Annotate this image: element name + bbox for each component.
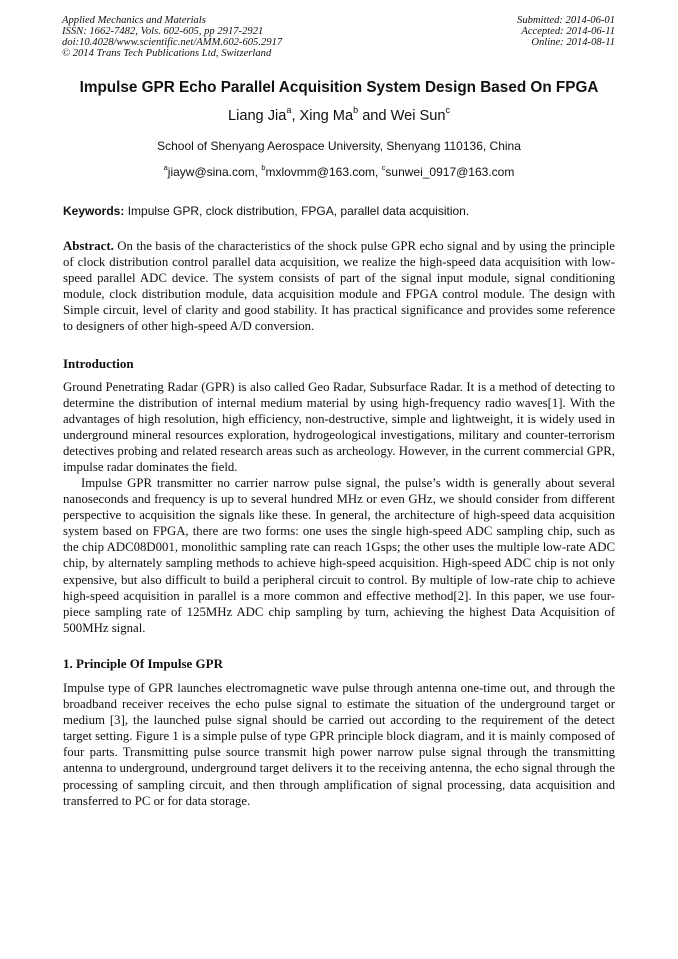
author-name: Xing Ma: [299, 108, 354, 124]
introduction-paragraph-1: Ground Penetrating Radar (GPR) is also called Geo Radar, Subsurface Radar. It is a method of detecting to determine the distribution of internal medium material by using high-frequency radio waves[1]. With the advantages of high resolution, high efficiency, non-destructive, simple and lightweight, it is widely used in underground mineral resources exploration, hydrogeological investigations, military and counter-terrorism detectives probing and related research areas such as archeology. However, in the current commercial GPR, impulse radar dominates the field.: [63, 380, 615, 475]
author-superscript: a: [286, 104, 292, 115]
author-name: Wei Sun: [390, 108, 446, 124]
email-address: mxlovmm@163.com: [265, 165, 376, 179]
introduction-paragraph-2: Impulse GPR transmitter no carrier narrow pulse signal, the pulse’s width is generally about several nanoseconds and frequency is up to several hundred MHz or even GHz, we should consider from different perspective to acquisition the signals like these. In general, the architecture of high-speed data acquisition system based on FPGA, there are two forms: one uses the single high-speed ADC sampling chip, such as the chip ADC08D001, monolithic sampling rate can reach 1Gsps; the other uses the multiple low-rate ADC chip, by alternately sampling methods to achieve high-speed acquisition. High-speed ADC chip is not only expensive, but also difficult to build a peripheral circuit to control. By multiple of low-rate chip to achieve high-speed acquisition in parallel is a more common and effective method[2]. In this paper, we use four-piece sampling rate of 125MHz ADC chip sampling by turn, achieving the highest Data Acquisition of 500MHz signal.: [63, 476, 615, 635]
keywords-text: Impulse GPR, clock distribution, FPGA, parallel data acquisition.: [124, 204, 470, 218]
abstract: [63, 238, 615, 335]
online-date: Online: 2014-08-11: [531, 37, 615, 48]
email-superscript: b: [261, 162, 266, 172]
author-name: Liang Jia: [227, 108, 287, 124]
email-separator: ,: [254, 165, 262, 179]
copyright-info: © 2014 Trans Tech Publications Ltd, Switzerland: [62, 48, 272, 59]
section-heading-principle: 1. Principle Of Impulse GPR: [63, 656, 223, 671]
email-address: sunwei_0917@163.com: [385, 165, 515, 179]
email-address: jiayw@sina.com: [167, 165, 255, 179]
author-superscript: b: [353, 104, 359, 115]
email-separator: ,: [375, 165, 382, 179]
keywords-label: Keywords:: [63, 204, 125, 218]
email-superscript: c: [381, 162, 386, 172]
journal-info: [62, 15, 282, 59]
abstract-text: On the basis of the characteristics of the shock pulse GPR echo signal and by using the principle of clock distribution control parallel data acquisition, we realize the high-speed data acquisition with low-speed parallel ADC device. The system consists of part of the signal input module, signal conditioning module, clock distribution module, data acquisition module and FPGA control module. The design with Simple circuit, level of clarity and good stability. It has practical significance and provides some reference to designers of other high-speed A/D conversion.: [63, 239, 615, 334]
abstract-label: Abstract.: [63, 239, 114, 253]
submitted-date: Submitted: 2014-06-01: [517, 15, 615, 26]
email-list: [0, 162, 678, 179]
section-heading-introduction: Introduction: [63, 356, 134, 371]
doi-info: doi:10.4028/www.scientific.net/AMM.602-605.2917: [62, 37, 283, 48]
author-superscript: c: [445, 104, 451, 115]
email-superscript: a: [163, 162, 168, 172]
principle-paragraph-1: Impulse type of GPR launches electromagnetic wave pulse through antenna one-time out, and through the broadband receiver receives the echo pulse signal to estimate the situation of the underground target or medium [3], the launched pulse signal should be carried out according to the requirement of the detect target setting. Figure 1 is a simple pulse of type GPR principle block diagram, and it is mainly composed of four parts. Transmitting pulse source transmit high power narrow pulse signal through the transmitting antenna to underground, underground target delivers it to the receiving antenna, the echo signal through the processing of sampling circuit, and then through amplification of signal processing, data acquisition and transferred to PC or for data storage.: [63, 681, 615, 808]
issn-info: ISSN: 1662-7482, Vols. 602-605, pp 2917-2921: [62, 26, 264, 37]
author-list: [0, 104, 678, 124]
journal-name: Applied Mechanics and Materials: [62, 15, 206, 26]
accepted-date: Accepted: 2014-06-11: [521, 26, 615, 37]
submission-dates: [517, 15, 615, 48]
author-separator: ,: [291, 108, 300, 124]
author-separator: and: [358, 108, 391, 124]
paper-title: Impulse GPR Echo Parallel Acquisition System Design Based On FPGA: [79, 79, 599, 96]
keywords: [63, 204, 615, 218]
affiliation: School of Shenyang Aerospace University, Shenyang 110136, China: [157, 139, 521, 153]
